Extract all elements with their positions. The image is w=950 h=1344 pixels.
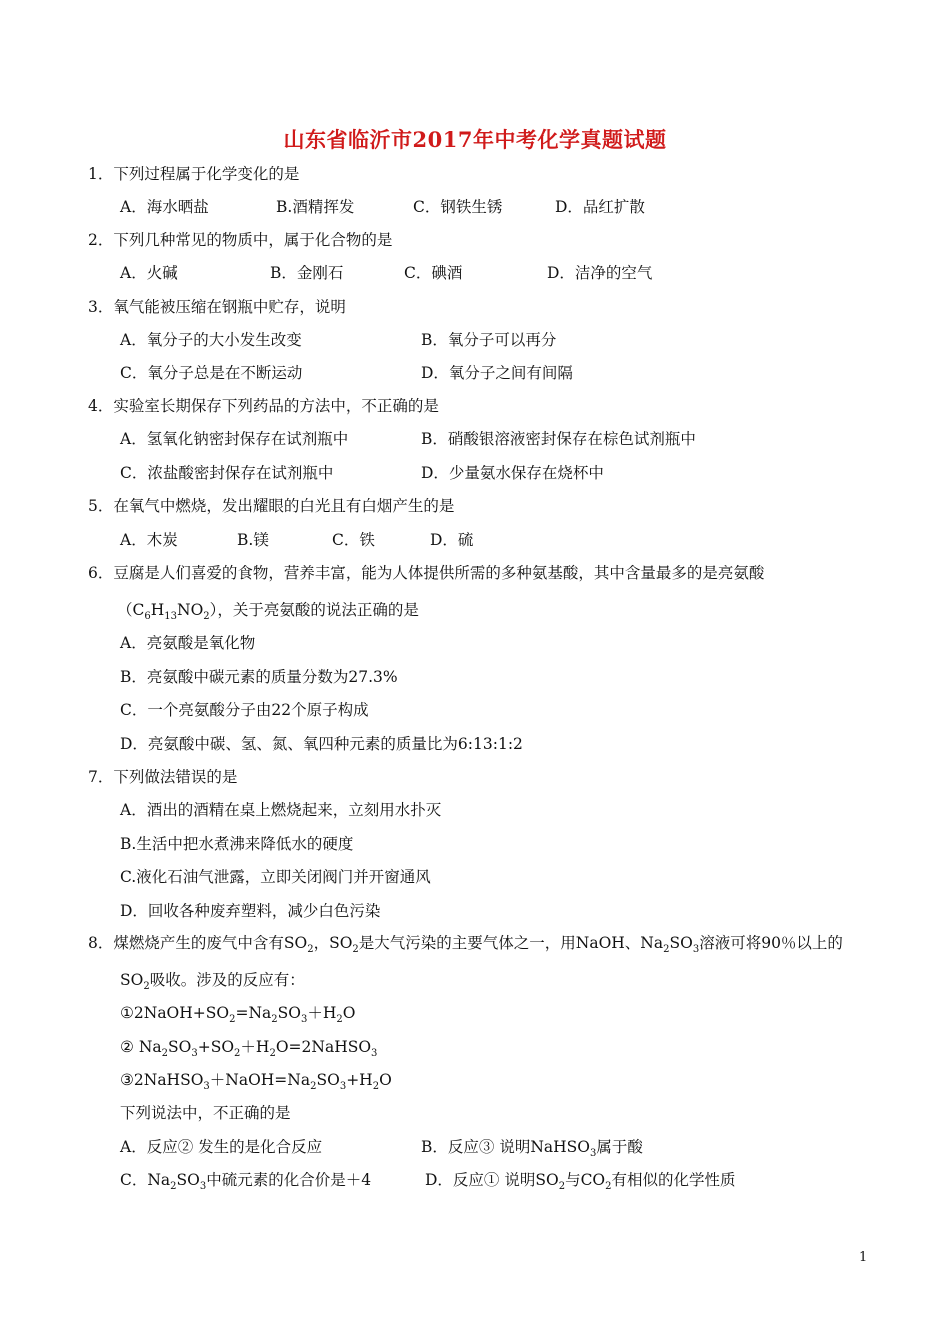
q7-option-a: A．酒出的酒精在桌上燃烧起来，立刻用水扑灭 (120, 801, 442, 819)
q4-option-c: C．浓盐酸密封保存在试剂瓶中 (120, 464, 334, 482)
q5-option-b: B.镁 (237, 531, 269, 549)
q2-option-a: A．火碱 (120, 264, 178, 282)
q8-option-b: B．反应③ 说明NaHSO$_3$属于酸 (421, 1138, 643, 1160)
q5-option-c: C．铁 (332, 531, 375, 549)
page-number: 1 (859, 1250, 868, 1265)
q2-option-b: B．金刚石 (270, 264, 344, 282)
q8-option-a: A．反应② 发生的是化合反应 (120, 1138, 323, 1156)
q8-option-c: C．$Na_2SO_3$中硫元素的化合价是＋4 (120, 1171, 372, 1193)
q2-option-c: C．碘酒 (404, 264, 463, 282)
q8-reaction-2: ② $Na_2SO_3+SO_2+H_2O=2NaHSO_3$ (120, 1038, 378, 1060)
q3-option-c: C．氧分子总是在不断运动 (120, 364, 303, 382)
q8-reaction-1: $①2NaOH+SO_2=Na_2SO_3+H_2O$ (120, 1004, 356, 1026)
q2-option-d: D．洁净的空气 (547, 264, 653, 282)
q6-option-b: B．亮氨酸中碳元素的质量分数为27.3% (120, 668, 398, 686)
q5-option-a: A．木炭 (120, 531, 178, 549)
question-8-stem: 8．煤燃烧产生的废气中含有$SO_2$，$SO_2$是大气污染的主要气体之一，用NaOH、$Na_2SO_3$溶液可将90％以上的 (88, 934, 843, 956)
q3-option-b: B．氧分子可以再分 (421, 331, 557, 349)
q8-prompt: 下列说法中，不正确的是 (120, 1104, 291, 1122)
q4-option-a: A．氢氧化钠密封保存在试剂瓶中 (120, 430, 349, 448)
question-5-stem: 5．在氧气中燃烧，发出耀眼的白光且有白烟产生的是 (88, 497, 455, 515)
q4-option-b: B．硝酸银溶液密封保存在棕色试剂瓶中 (421, 430, 696, 448)
q1-option-c: C．钢铁生锈 (413, 198, 503, 216)
q6-option-d: D．亮氨酸中碳、氢、氮、氧四种元素的质量比为6:13:1:2 (120, 735, 523, 753)
q8-option-d: D．反应① 说明$SO_2$与$CO_2$有相似的化学性质 (425, 1171, 736, 1193)
q6-option-c: C．一个亮氨酸分子由22个原子构成 (120, 701, 369, 719)
question-4-stem: 4．实验室长期保存下列药品的方法中，不正确的是 (88, 397, 439, 415)
q7-option-b: B.生活中把水煮沸来降低水的硬度 (120, 835, 354, 853)
question-8-stem-line2: $SO_2$吸收。涉及的反应有： (120, 971, 305, 993)
q7-option-c: C.液化石油气泄露，立即关闭阀门并开窗通风 (120, 868, 431, 886)
question-3-stem: 3．氧气能被压缩在钢瓶中贮存，说明 (88, 298, 346, 316)
q1-option-d: D．品红扩散 (555, 198, 645, 216)
q6-option-a: A．亮氨酸是氧化物 (120, 634, 256, 652)
q8-reaction-3: $③2NaHSO_3+NaOH=Na_2SO_3+H_2O$ (120, 1071, 392, 1093)
question-2-stem: 2．下列几种常见的物质中，属于化合物的是 (88, 231, 393, 249)
question-1-stem: 1．下列过程属于化学变化的是 (88, 165, 300, 183)
q3-option-a: A．氧分子的大小发生改变 (120, 331, 302, 349)
q3-option-d: D．氧分子之间有间隔 (421, 364, 573, 382)
q1-option-b: B.酒精挥发 (276, 198, 355, 216)
q4-option-d: D．少量氨水保存在烧杯中 (421, 464, 604, 482)
q5-option-d: D．硫 (430, 531, 474, 549)
q1-option-a: A．海水晒盐 (120, 198, 209, 216)
question-6-stem-line2: $(C_6H_{13}NO_2)$，关于亮氨酸的说法正确的是 (117, 601, 419, 623)
q7-option-d: D．回收各种废弃塑料，减少白色污染 (120, 902, 381, 920)
page-title: 山东省临沂市2017年中考化学真题试题 (283, 127, 667, 152)
question-7-stem: 7．下列做法错误的是 (88, 768, 238, 786)
question-6-stem: 6．豆腐是人们喜爱的食物，营养丰富，能为人体提供所需的多种氨基酸，其中含量最多的是亮氨酸 (88, 564, 765, 582)
